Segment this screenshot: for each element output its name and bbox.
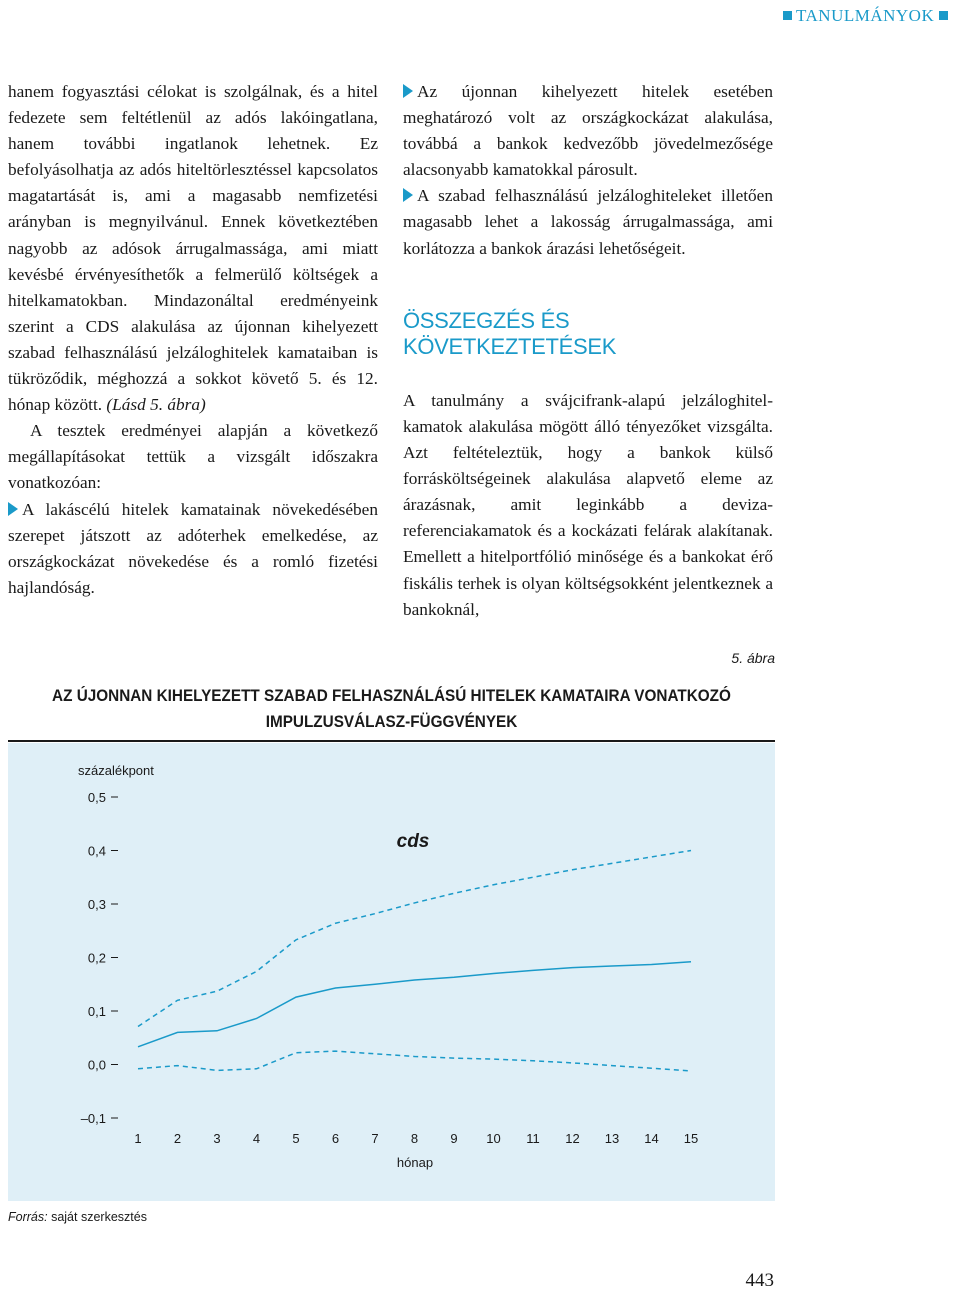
y-tick-label: 0,0 bbox=[87, 1057, 106, 1073]
paragraph: hanem fogyasztási célokat is szolgálnak, és a hitel fedezete sem feltétlenül az adós lakóingatlana, hanem további ingatlanok lehetnek. Ez befolyásolhatja az adós hiteltörlesztéssel kapcsolatos magatartását is, ami a magasabb nemfizetési arányban is megnyilvánul. Ennek következtében nagyobb az adósok árrugalmassága, ami miatt kevésbé érvényesíthetők a felmerülő költségek a hitelkamatokban. Mindazonáltal eredményeink szerint a CDS alakulása az újonnan kihelyezett szabad felhasználású jelzáloghitelek kamataiban is tükröződik, méghozzá a sokkot követő 5. és 12. hónap között. (Lásd 5. ábra) bbox=[8, 82, 378, 415]
right-column bbox=[403, 79, 773, 623]
section-name: TANULMÁNYOK bbox=[796, 6, 935, 25]
x-tick-label: 9 bbox=[450, 1131, 458, 1146]
y-tick-label: –0,1 bbox=[80, 1111, 106, 1126]
x-tick-label: 7 bbox=[371, 1131, 379, 1146]
paragraph: A tesztek eredményei alapján a következő megállapításokat tettük a vizsgált időszakra vonatkozóan: bbox=[8, 421, 378, 493]
figure-reference: (Lásd 5. ábra) bbox=[106, 395, 206, 415]
chart bbox=[8, 743, 775, 1201]
x-tick-label: 4 bbox=[252, 1131, 261, 1146]
x-tick-label: 15 bbox=[683, 1131, 699, 1146]
x-tick-label: 6 bbox=[331, 1131, 340, 1146]
figure-divider bbox=[8, 740, 775, 742]
x-tick-label: 14 bbox=[644, 1131, 659, 1146]
x-tick-label: 2 bbox=[173, 1131, 182, 1146]
bullet-item: A lakáscélú hitelek kamatainak növekedésében szerepet játszott az adóterhek emelkedése, az országkockázat növekedése és a romló fizetési hajlandóság. bbox=[8, 499, 378, 597]
section-title: ÖSSZEGZÉS ÉS KÖVETKEZTETÉSEK bbox=[403, 307, 617, 359]
y-tick-label: 0,4 bbox=[87, 843, 106, 859]
x-tick-label: 10 bbox=[486, 1131, 501, 1146]
arrow-bullet-icon bbox=[403, 188, 413, 202]
x-tick-label: 5 bbox=[292, 1131, 300, 1146]
figure-title: AZ ÚJONNAN KIHELYEZETT SZABAD FELHASZNÁLÁSÚ HITELEK KAMATAIRA VONATKOZÓ IMPULZUSVÁLASZ-FÜGGVÉNYEK bbox=[52, 686, 731, 731]
paragraph: A tanulmány a svájcifrank-alapú jelzáloghitel-kamatok alakulása mögött álló tényezőket vizsgálta. Azt feltételeztük, hogy a bankok külső forrásköltségeinek alakulása alapvető eleme az árazásnak, amit leginkább a deviza-referenciakamatok és a kockázati felárak alakítanak. Emellett a hitelportfólió minősége és a bankokat érő fiskális terhek is olyan költségsokként jelentkeznek a bankoknál, bbox=[403, 390, 773, 619]
arrow-bullet-icon bbox=[403, 84, 413, 98]
square-bullet-icon bbox=[783, 11, 792, 20]
figure-label: 5. ábra bbox=[731, 650, 775, 666]
figure-source: Forrás: saját szerkesztés bbox=[8, 1210, 147, 1224]
x-tick-label: 8 bbox=[410, 1131, 419, 1146]
y-tick-label: 0,3 bbox=[87, 897, 106, 912]
square-bullet-icon bbox=[939, 11, 948, 20]
section-header bbox=[783, 6, 948, 26]
series-annotation: cds bbox=[396, 831, 430, 852]
y-tick-label: 0,2 bbox=[87, 950, 106, 966]
bullet-item: A szabad felhasználású jelzáloghiteleket illetően magasabb lehet a lakosság árrugalmassága, ami korlátozza a bankok árazási lehetőségeit. bbox=[403, 186, 773, 258]
series-line-lower-band bbox=[138, 1051, 691, 1071]
y-tick-label: 0,5 bbox=[87, 790, 106, 805]
x-tick-label: 13 bbox=[604, 1131, 620, 1146]
y-tick-label: 0,1 bbox=[87, 1004, 106, 1019]
x-tick-label: 12 bbox=[565, 1131, 580, 1146]
series-line-response bbox=[138, 962, 691, 1047]
bullet-item: Az újonnan kihelyezett hitelek esetében meghatározó volt az országkockázat alakulása, továbbá a bankok kedvezőbb jövedelmezősége alacsonyabb kamatokkal párosult. bbox=[403, 82, 773, 180]
left-column bbox=[8, 79, 378, 601]
arrow-bullet-icon bbox=[8, 502, 18, 516]
page-number: 443 bbox=[745, 1270, 774, 1291]
x-tick-label: 11 bbox=[526, 1131, 540, 1146]
y-axis-label: százalékpont bbox=[78, 763, 154, 778]
x-axis-label: hónap bbox=[396, 1155, 434, 1170]
x-tick-label: 1 bbox=[134, 1131, 142, 1146]
series-line-upper-band bbox=[138, 851, 691, 1027]
x-tick-label: 3 bbox=[213, 1131, 221, 1146]
